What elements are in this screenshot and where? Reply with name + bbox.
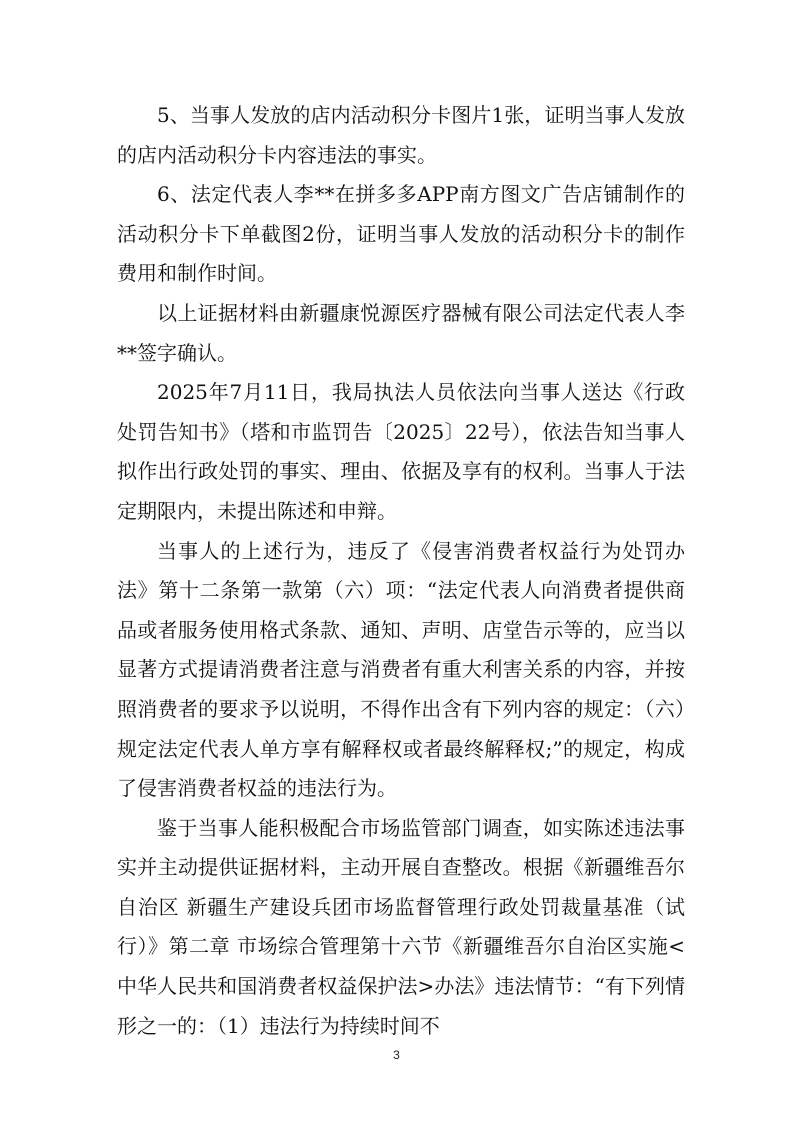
page-number: 3 bbox=[393, 1048, 400, 1062]
paragraph-evidence-5: 5、当事人发放的店内活动积分卡图片1张，证明当事人发放的店内活动积分卡内容违法的事实。 bbox=[117, 103, 685, 167]
paragraph-violation: 当事人的上述行为，违反了《侵害消费者权益行为处罚办法》第十二条第一款第（六）项：“法定代表人向消费者提供商品或者服务使用格式条款、通知、声明、店堂告示等的，应当以显著方式提请消费者注意与消费者有重大利害关系的内容，并按照消费者的要求予以说明，不得作出含有下列内容的规定：（六）规定法定代表人单方享有解释权或者最终解释权;”的规定，构成了侵害消费者权益的违法行为。 bbox=[117, 538, 685, 801]
paragraph-notice-delivery: 2025年7月11日，我局执法人员依法向当事人送达《行政处罚告知书》（塔和市监罚告〔2025〕22号），依法告知当事人拟作出行政处罚的事实、理由、依据及享有的权利。当事人于法定期限内，未提出陈述和申辩。 bbox=[117, 380, 685, 523]
paragraph-mitigation: 鉴于当事人能积极配合市场监管部门调查，如实陈述违法事实并主动提供证据材料，主动开展自查整改。根据《新疆维吾尔自治区 新疆生产建设兵团市场监督管理行政处罚裁量基准（试行）》第二章 市场综合管理第十六节《新疆维吾尔自治区实施<中华人民共和国消费者权益保护法>办法》违法情节：“有下列情形之一的：（1）违法行为持续时间不 bbox=[117, 815, 685, 1038]
paragraph-evidence-6: 6、法定代表人李**在拼多多APP南方图文广告店铺制作的活动积分卡下单截图2份，证明当事人发放的活动积分卡的制作费用和制作时间。 bbox=[117, 182, 685, 286]
body-text bbox=[117, 96, 685, 1046]
paragraph-evidence-confirmation: 以上证据材料由新疆康悦源医疗器械有限公司法定代表人李**签字确认。 bbox=[117, 300, 685, 365]
